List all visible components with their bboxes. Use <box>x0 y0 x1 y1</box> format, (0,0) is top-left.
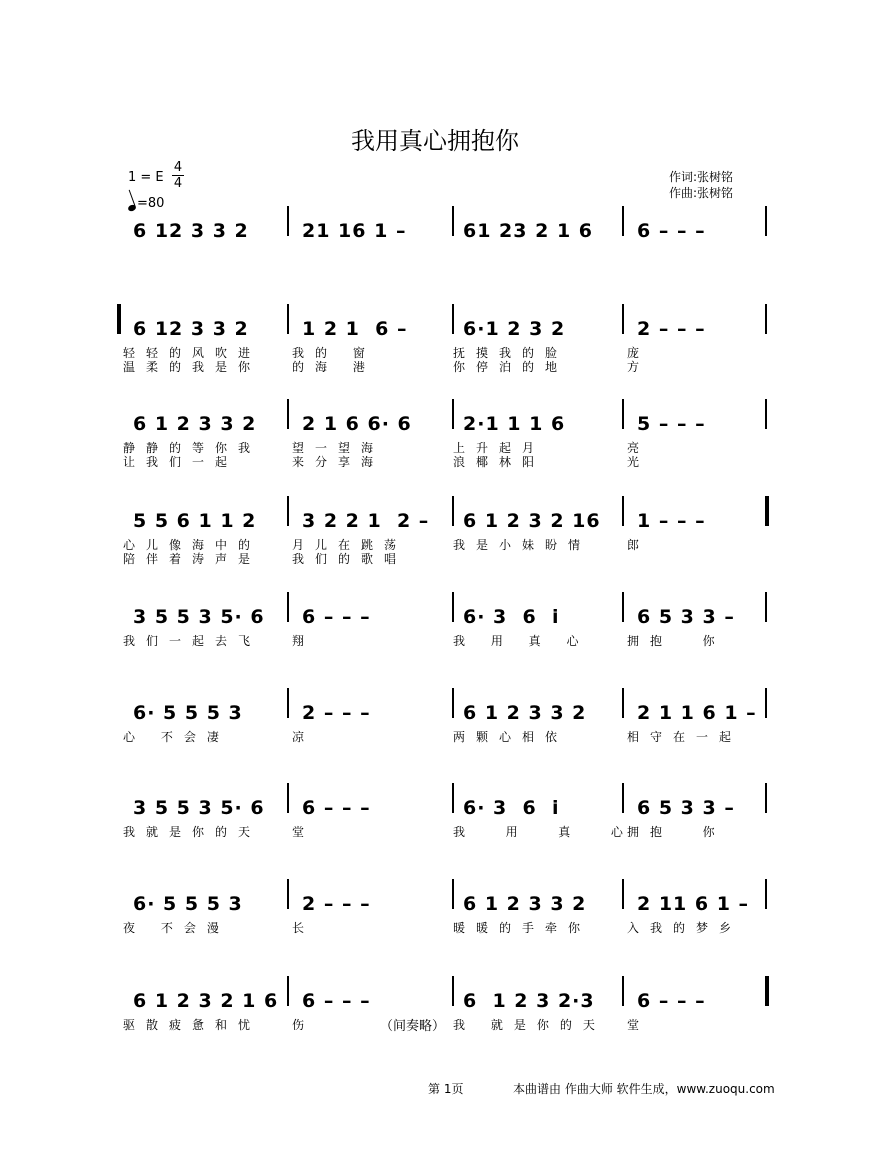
lyric-line: 凉 <box>292 730 316 744</box>
barline <box>287 206 289 236</box>
page-number: 第 1页 <box>428 1082 464 1096</box>
score-row <box>0 606 870 702</box>
lyric-line: 我的 窗 <box>292 346 376 360</box>
lyric-line: 你停泊的地 <box>453 360 569 374</box>
lyric-line: 心 不会凄 <box>123 730 230 744</box>
barline <box>622 206 624 236</box>
barline <box>765 304 767 334</box>
lyric-line: 我是小妹盼情 <box>453 538 592 552</box>
lyric-line: 堂 <box>292 825 316 839</box>
score-row <box>0 702 870 798</box>
measure-notes: 6 1 2 3 2 16 <box>463 510 601 532</box>
measure-notes: 6· 3 6 i <box>463 606 560 628</box>
lyric-line: 方 <box>627 360 651 374</box>
measure-notes: 6· 3 6 i <box>463 797 560 819</box>
lyric-line: 我就是你的天 <box>123 825 262 839</box>
lyricist-credit: 作词:张树铭 <box>669 170 734 184</box>
measure-notes: 6 – – – <box>302 797 371 819</box>
lyric-line: 我 就是你的天 <box>453 1018 606 1032</box>
measure-notes: 6 12 3 3 2 <box>133 318 249 340</box>
barline <box>287 496 289 526</box>
lyric-line: 伤 <box>292 1018 316 1032</box>
measure-notes: 6· 5 5 5 3 <box>133 702 243 724</box>
lyric-line: 我 用 真 心 <box>453 634 590 648</box>
measure-notes: 2 11 6 1 – <box>637 893 750 915</box>
barline <box>452 496 454 526</box>
barline <box>765 399 767 429</box>
barline <box>452 879 454 909</box>
measure-notes: 6 5 3 3 – <box>637 797 735 819</box>
lyric-line: 我 用 真 心 <box>453 825 634 839</box>
score-row <box>0 220 870 316</box>
barline <box>622 783 624 813</box>
barline <box>765 879 767 909</box>
barline <box>622 688 624 718</box>
lyric-line: 陪伴着涛声是 <box>123 552 262 566</box>
repeat-start-barline <box>117 304 121 334</box>
measure-notes: 5 5 6 1 1 2 <box>133 510 257 532</box>
measure-notes: 2 1 6 6· 6 <box>302 413 412 435</box>
measure-notes: 6·1 2 3 2 <box>463 318 566 340</box>
time-signature <box>172 160 184 191</box>
measure-notes: 6 12 3 3 2 <box>133 220 249 242</box>
barline <box>765 206 767 236</box>
score-row <box>0 413 870 509</box>
measure-notes: 1 2 1 6 – <box>302 318 408 340</box>
lyric-line: 亮 <box>627 441 651 455</box>
barline <box>622 976 624 1006</box>
lyric-line: 心儿像海中的 <box>123 538 262 552</box>
measure-notes: 2·1 1 1 6 <box>463 413 566 435</box>
lyric-line: 驱散疲惫和忧 <box>123 1018 262 1032</box>
measure-notes: 5 – – – <box>637 413 706 435</box>
barline <box>452 783 454 813</box>
measure-notes: 6 1 2 3 3 2 <box>133 413 257 435</box>
measure-notes: 3 2 2 1 2 – <box>302 510 430 532</box>
score-row <box>0 797 870 893</box>
lyric-line: 拥抱 你 <box>627 634 726 648</box>
lyric-line: 翔 <box>292 634 316 648</box>
lyric-line: 郎 <box>627 538 651 552</box>
quarter-note-icon <box>127 204 137 212</box>
key-signature: 1 = E <box>128 170 164 185</box>
lyric-line: 的海 港 <box>292 360 376 374</box>
interlude-note: （间奏略） <box>380 1019 446 1034</box>
barline <box>452 399 454 429</box>
measure-notes: 3 5 5 3 5· 6 <box>133 606 265 628</box>
measure-notes: 6 – – – <box>302 990 371 1012</box>
tempo-value: =80 <box>137 196 165 211</box>
barline <box>287 592 289 622</box>
measure-notes: 2 1 1 6 1 – <box>637 702 757 724</box>
measure-notes: 6 – – – <box>637 990 706 1012</box>
measure-notes: 1 – – – <box>637 510 706 532</box>
barline <box>452 206 454 236</box>
time-signature-top: 4 <box>173 160 183 175</box>
measure-notes: 6 1 2 3 2·3 <box>463 990 595 1012</box>
lyric-line: 温柔的我是你 <box>123 360 262 374</box>
lyric-line: 暖暖的手牵你 <box>453 921 592 935</box>
score-row <box>0 893 870 989</box>
barline <box>287 976 289 1006</box>
score-row <box>0 990 870 1086</box>
barline <box>452 304 454 334</box>
lyric-line: 庞 <box>627 346 651 360</box>
measure-notes: 21 16 1 – <box>302 220 407 242</box>
lyric-line: 我们一起去飞 <box>123 634 262 648</box>
lyric-line: 拥抱 你 <box>627 825 726 839</box>
barline <box>452 688 454 718</box>
lyric-line: 上升起月 <box>453 441 546 455</box>
lyric-line: 轻轻的风吹进 <box>123 346 262 360</box>
lyric-line: 抚摸我的脸 <box>453 346 569 360</box>
lyric-line: 相守在一起 <box>627 730 743 744</box>
barline <box>287 399 289 429</box>
barline <box>287 304 289 334</box>
lyric-line: 长 <box>292 921 316 935</box>
barline <box>765 592 767 622</box>
score-row <box>0 318 870 414</box>
measure-notes: 6 – – – <box>302 606 371 628</box>
lyric-line: 浪椰林阳 <box>453 455 546 469</box>
lyric-line: 光 <box>627 455 651 469</box>
barline <box>622 879 624 909</box>
measure-notes: 61 23 2 1 6 <box>463 220 594 242</box>
barline <box>765 976 769 1006</box>
measure-notes: 6· 5 5 5 3 <box>133 893 243 915</box>
barline <box>452 592 454 622</box>
lyric-line: 我们的歌唱 <box>292 552 408 566</box>
barline <box>287 879 289 909</box>
measure-notes: 2 – – – <box>302 702 371 724</box>
measure-notes: 6 5 3 3 – <box>637 606 735 628</box>
barline <box>622 592 624 622</box>
song-title: 我用真心拥抱你 <box>351 127 519 155</box>
measure-notes: 6 1 2 3 3 2 <box>463 893 587 915</box>
barline <box>287 783 289 813</box>
lyric-line: 让我们一起 <box>123 455 239 469</box>
barline <box>452 976 454 1006</box>
barline <box>622 399 624 429</box>
lyric-line: 夜 不会漫 <box>123 921 230 935</box>
lyric-line: 来分享海 <box>292 455 385 469</box>
lyric-line: 望一望海 <box>292 441 385 455</box>
barline <box>622 496 624 526</box>
score-row <box>0 510 870 606</box>
barline <box>765 496 769 526</box>
barline <box>765 783 767 813</box>
lyric-line: 月儿在跳荡 <box>292 538 408 552</box>
lyric-line: 静静的等你我 <box>123 441 262 455</box>
measure-notes: 2 – – – <box>637 318 706 340</box>
measure-notes: 2 – – – <box>302 893 371 915</box>
barline <box>765 688 767 718</box>
barline <box>622 304 624 334</box>
measure-notes: 6 1 2 3 3 2 <box>463 702 587 724</box>
time-signature-bottom: 4 <box>173 176 183 191</box>
composer-credit: 作曲:张树铭 <box>669 186 734 200</box>
lyric-line: 两颗心相依 <box>453 730 569 744</box>
tempo-marking <box>128 196 164 211</box>
lyric-line: 堂 <box>627 1018 651 1032</box>
lyric-line: 入我的梦乡 <box>627 921 743 935</box>
measure-notes: 6 1 2 3 2 1 6 <box>133 990 279 1012</box>
measure-notes: 6 – – – <box>637 220 706 242</box>
barline <box>287 688 289 718</box>
measure-notes: 3 5 5 3 5· 6 <box>133 797 265 819</box>
footer-credit: 本曲谱由 作曲大师 软件生成，www.zuoqu.com <box>513 1082 775 1096</box>
